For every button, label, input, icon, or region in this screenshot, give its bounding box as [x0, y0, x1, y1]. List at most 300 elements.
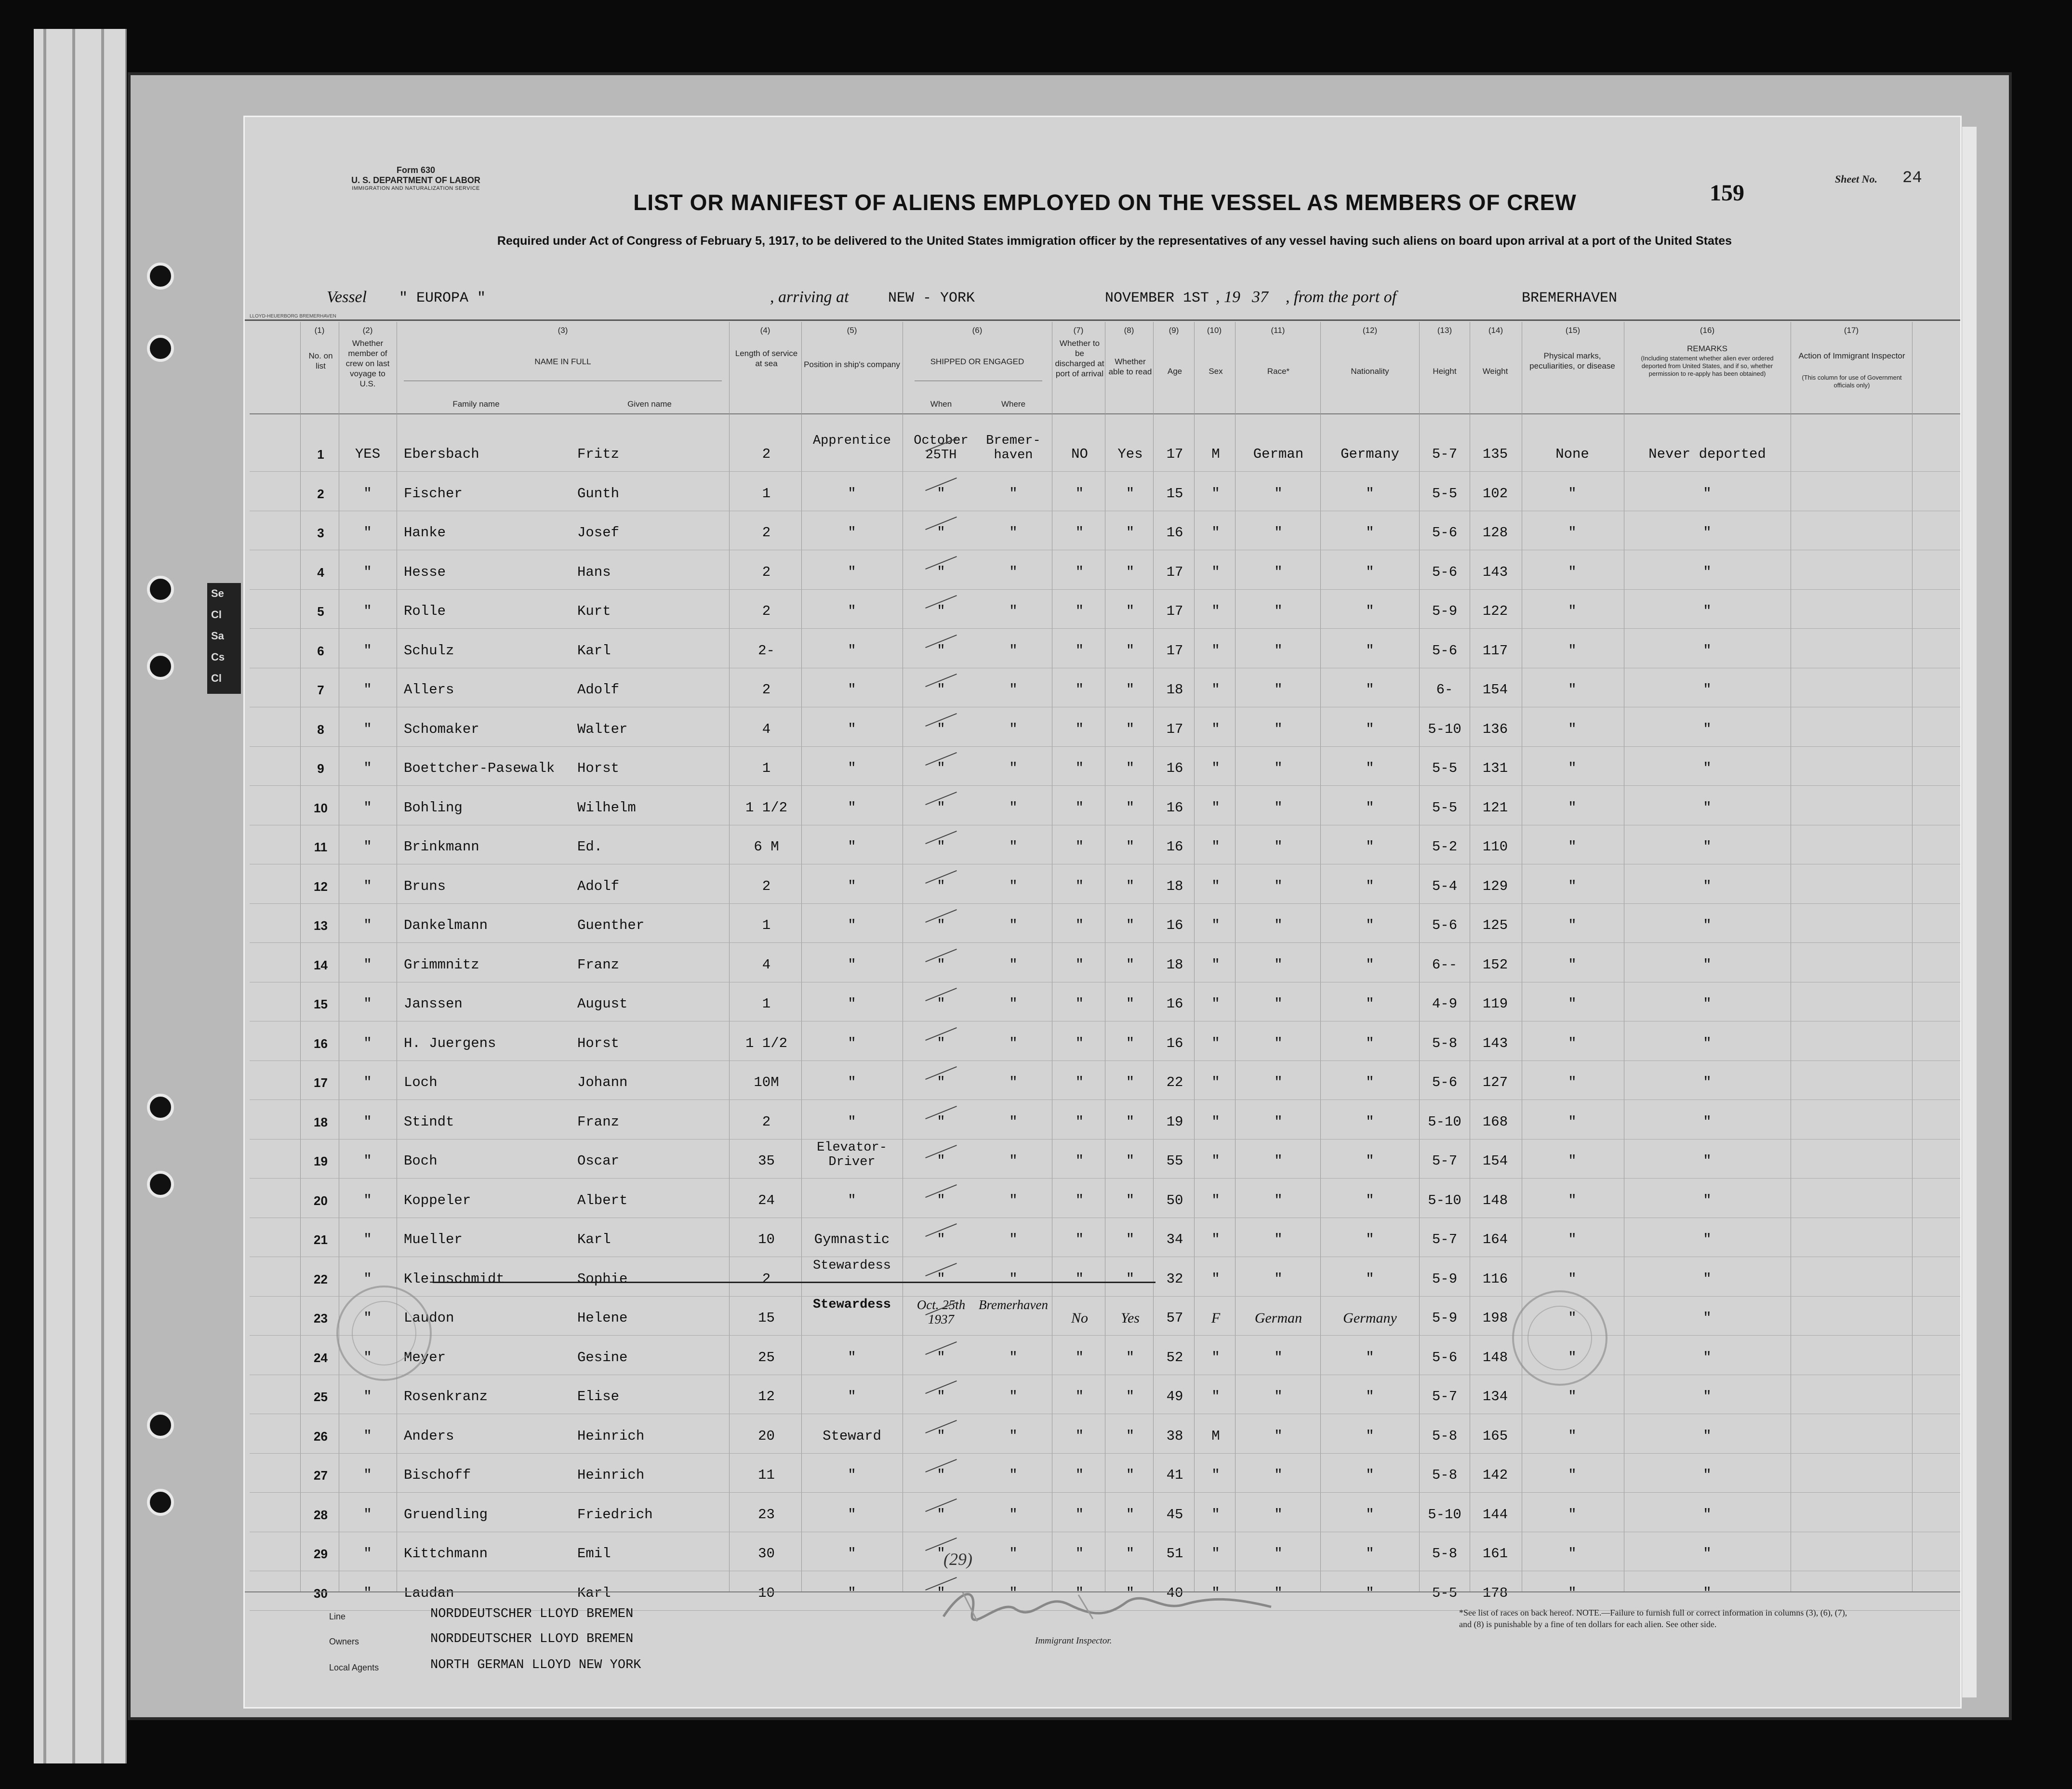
col-header-action-note: (This column for use of Government officials only) [1802, 374, 1902, 389]
cell-given: Franz [577, 1113, 620, 1130]
cell-height: 5-5 [1432, 760, 1458, 776]
cell-given: Emil [577, 1546, 611, 1562]
punch-hole [147, 1489, 174, 1516]
cell-nationality: " [1366, 485, 1374, 502]
vessel-label: Vessel [327, 288, 367, 306]
cell-length: 10 [758, 1585, 775, 1601]
cell-physical: " [1568, 1389, 1577, 1405]
cell-physical: " [1568, 485, 1577, 502]
column-number: (16) [1700, 326, 1715, 335]
index-tab: Cl [211, 672, 222, 684]
cell-discharged: NO [1071, 446, 1088, 462]
cell-where: " [1009, 1467, 1018, 1483]
cell-length: 4 [762, 721, 771, 737]
cell-prev: " [363, 525, 372, 541]
cell-weight: 116 [1482, 1271, 1508, 1287]
cell-length: 23 [758, 1506, 775, 1523]
cell-length: 4 [762, 956, 771, 973]
cell-position: " [848, 564, 856, 580]
cell-no: 8 [317, 722, 324, 737]
table-row [245, 1537, 1960, 1572]
cell-read: " [1126, 1585, 1135, 1601]
printer-imprint: LLOYD-HEUERBORG BREMERHAVEN [250, 314, 336, 319]
cell-where: Bremer-haven [986, 434, 1041, 463]
cell-race: " [1274, 839, 1283, 855]
cell-given: Helene [577, 1310, 628, 1326]
cell-physical: " [1568, 996, 1577, 1012]
cell-remarks: " [1703, 603, 1712, 619]
cell-age: 17 [1166, 446, 1183, 462]
col-header-prev-voyage: Whether member of crew on last voyage to U.S. [345, 339, 390, 388]
cell-nationality: " [1366, 603, 1374, 619]
cell-remarks: " [1703, 839, 1712, 855]
cell-prev: " [363, 1546, 372, 1562]
cell-race: " [1274, 996, 1283, 1012]
cell-read: " [1126, 1074, 1135, 1090]
cell-age: 52 [1166, 1349, 1183, 1365]
inspection-stamp [1512, 1290, 1607, 1386]
cell-length: 2 [762, 564, 771, 580]
cell-age: 16 [1166, 1035, 1183, 1051]
cell-no: 18 [314, 1114, 328, 1129]
cell-read: " [1126, 1153, 1135, 1169]
form-number: Form 630 [396, 165, 436, 175]
table-row [245, 752, 1960, 787]
cell-weight: 128 [1482, 525, 1508, 541]
cell-prev: " [363, 956, 372, 973]
cell-no: 17 [314, 1075, 328, 1090]
cell-sex: F [1211, 1310, 1221, 1326]
col-header-nationality: Nationality [1351, 367, 1389, 376]
column-number: (6) [972, 326, 983, 335]
manifest-sheet [243, 116, 1962, 1709]
cell-given: Elise [577, 1389, 620, 1405]
cell-prev: " [363, 839, 372, 855]
punch-hole [147, 1412, 174, 1439]
table-row [245, 987, 1960, 1022]
cell-remarks: " [1703, 1192, 1712, 1208]
cell-where: " [1009, 1349, 1018, 1365]
cell-length: 24 [758, 1192, 775, 1208]
cell-position: " [848, 1074, 856, 1090]
table-row [245, 870, 1960, 905]
cell-position: Stewardess [812, 1258, 891, 1273]
cell-nationality: " [1366, 1349, 1374, 1365]
cell-weight: 165 [1482, 1428, 1508, 1444]
cell-nationality: " [1366, 1035, 1374, 1051]
cell-no: 26 [314, 1429, 328, 1444]
cell-when: " [937, 1192, 945, 1208]
cell-given: Walter [577, 721, 628, 737]
cell-race: " [1274, 1153, 1283, 1169]
cell-where: " [1009, 1506, 1018, 1523]
cell-sex: " [1211, 1349, 1220, 1365]
cell-remarks: " [1703, 1153, 1712, 1169]
table-row [245, 948, 1960, 983]
cell-age: 16 [1166, 917, 1183, 933]
line-value: NORDDEUTSCHER LLOYD BREMEN [430, 1607, 634, 1621]
cell-no: 3 [317, 526, 324, 540]
cell-given: Oscar [577, 1153, 620, 1169]
cell-age: 32 [1166, 1271, 1183, 1287]
cell-family: Bohling [404, 799, 463, 816]
punch-hole [147, 335, 174, 362]
cell-where: " [1009, 996, 1018, 1012]
cell-given: Gesine [577, 1349, 628, 1365]
cell-no: 5 [317, 604, 324, 619]
cell-remarks: " [1703, 1506, 1712, 1523]
cell-weight: 135 [1482, 446, 1508, 462]
table-row [245, 516, 1960, 551]
cell-where: " [1009, 839, 1018, 855]
cell-position: " [848, 996, 856, 1012]
cell-given: Johann [577, 1074, 628, 1090]
cell-position: " [848, 1389, 856, 1405]
index-tabs [207, 583, 241, 694]
cell-when: " [937, 917, 945, 933]
cell-weight: 119 [1482, 996, 1508, 1012]
form-identifier [319, 165, 512, 191]
col-header-given: Given name [627, 399, 672, 409]
cell-discharged: " [1075, 839, 1084, 855]
cell-sex: " [1211, 760, 1220, 776]
cell-no: 10 [314, 800, 328, 815]
cell-nationality: Germany [1341, 446, 1399, 462]
cell-where: " [1009, 760, 1018, 776]
cell-where: " [1009, 564, 1018, 580]
cell-race: " [1274, 1113, 1283, 1130]
cell-age: 18 [1166, 956, 1183, 973]
cell-physical: " [1568, 525, 1577, 541]
cell-when: " [937, 1428, 945, 1444]
cell-discharged: " [1075, 1153, 1084, 1169]
cell-where: " [1009, 1546, 1018, 1562]
column-number: (3) [558, 326, 568, 335]
col-header-remarks: REMARKS [1687, 344, 1728, 353]
column-number: (5) [847, 326, 857, 335]
arrival-port: NEW - YORK [888, 290, 975, 306]
cell-sex: " [1211, 956, 1220, 973]
cell-prev: " [363, 1192, 372, 1208]
cell-length: 2 [762, 1271, 771, 1287]
cell-length: 10M [754, 1074, 779, 1090]
cell-position: Stewardess [812, 1298, 891, 1312]
cell-sex: M [1211, 1428, 1220, 1444]
inspector-signature [934, 1583, 1281, 1626]
cell-sex: " [1211, 642, 1220, 659]
cell-remarks: " [1703, 642, 1712, 659]
col-header-where: Where [1001, 399, 1026, 409]
cell-weight: 154 [1482, 1153, 1508, 1169]
cell-family: Bruns [404, 878, 446, 894]
cell-height: 5-6 [1432, 1074, 1458, 1090]
service-name: IMMIGRATION AND NATURALIZATION SERVICE [352, 186, 480, 191]
cell-height: 5-9 [1432, 1310, 1458, 1326]
cell-physical: " [1568, 1349, 1577, 1365]
cell-nationality: " [1366, 1506, 1374, 1523]
cell-remarks: " [1703, 721, 1712, 737]
row-rule [250, 785, 1960, 786]
cell-sex: " [1211, 1113, 1220, 1130]
cell-no: 21 [314, 1232, 328, 1247]
cell-discharged: " [1075, 682, 1084, 698]
cell-remarks: " [1703, 760, 1712, 776]
cell-weight: 117 [1482, 642, 1508, 659]
cell-read: " [1126, 721, 1135, 737]
cell-age: 45 [1166, 1506, 1183, 1523]
cell-family: Ebersbach [404, 446, 479, 462]
cell-height: 5-10 [1428, 1113, 1461, 1130]
sheet-number: 24 [1902, 169, 1922, 187]
cell-age: 18 [1166, 878, 1183, 894]
inspection-stamp [336, 1285, 432, 1381]
cell-discharged: " [1075, 956, 1084, 973]
cell-physical: " [1568, 1232, 1577, 1247]
cell-nationality: " [1366, 1232, 1374, 1247]
cell-where: Bremerhaven [979, 1298, 1048, 1312]
col-header-physical: Physical marks, peculiarities, or disease [1529, 351, 1615, 371]
cell-when: Oct. 25th 1937 [916, 1298, 966, 1326]
cell-no: 30 [314, 1586, 328, 1601]
cell-race: " [1274, 1389, 1283, 1405]
column-number: (11) [1271, 326, 1285, 335]
row-rule [250, 1453, 1960, 1454]
cell-race: German [1253, 446, 1304, 462]
cell-discharged: " [1075, 1349, 1084, 1365]
cell-family: Boettcher-Pasewalk [404, 760, 555, 776]
cell-discharged: " [1075, 1192, 1084, 1208]
cell-when: " [937, 1113, 945, 1130]
cell-physical: " [1568, 1546, 1577, 1562]
cell-no: 29 [314, 1547, 328, 1561]
table-row [245, 1105, 1960, 1140]
table-row [245, 713, 1960, 748]
cell-race: " [1274, 917, 1283, 933]
table-row [245, 477, 1960, 512]
cell-length: 1 [762, 760, 771, 776]
row-rule [250, 1139, 1960, 1140]
cell-weight: 131 [1482, 760, 1508, 776]
crew-table [245, 322, 1960, 1601]
agents-label: Local Agents [329, 1663, 379, 1672]
cell-prev: YES [355, 446, 381, 462]
cell-physical: " [1568, 1113, 1577, 1130]
cell-position: " [848, 642, 856, 659]
cell-age: 57 [1166, 1310, 1183, 1326]
cell-nationality: " [1366, 839, 1374, 855]
cell-length: 1 1/2 [745, 1035, 787, 1051]
table-row [245, 556, 1960, 591]
cell-discharged: " [1075, 564, 1084, 580]
cell-no: 22 [314, 1272, 328, 1286]
cell-height: 5-8 [1432, 1546, 1458, 1562]
cell-remarks: " [1703, 878, 1712, 894]
cell-position: " [848, 1546, 856, 1562]
cell-discharged: " [1075, 760, 1084, 776]
cell-remarks: " [1703, 1389, 1712, 1405]
cell-weight: 161 [1482, 1546, 1508, 1562]
cell-sex: " [1211, 1585, 1220, 1601]
cell-length: 6 M [754, 839, 779, 855]
cell-given: Karl [577, 1585, 611, 1601]
cell-remarks: " [1703, 1428, 1712, 1444]
cell-position: " [848, 956, 856, 973]
cell-nationality: " [1366, 1585, 1374, 1601]
cell-sex: " [1211, 917, 1220, 933]
table-row [245, 595, 1960, 630]
cell-physical: " [1568, 1428, 1577, 1444]
cell-height: 5-9 [1432, 1271, 1458, 1287]
cell-race: " [1274, 603, 1283, 619]
table-row [245, 1223, 1960, 1258]
cell-where: " [1009, 1153, 1018, 1169]
cell-where: " [1009, 525, 1018, 541]
cell-when: " [937, 1585, 945, 1601]
cell-position: " [848, 878, 856, 894]
cell-given: Gunth [577, 485, 620, 502]
cell-family: Kleinschmidt [404, 1271, 505, 1287]
cell-discharged: " [1075, 1428, 1084, 1444]
col-header-action: Action of Immigrant Inspector [1798, 351, 1905, 360]
cell-age: 40 [1166, 1585, 1183, 1601]
cell-weight: 148 [1482, 1192, 1508, 1208]
cell-length: 1 [762, 996, 771, 1012]
cell-race: " [1274, 1585, 1283, 1601]
cell-age: 19 [1166, 1113, 1183, 1130]
cell-family: Stindt [404, 1113, 454, 1130]
cell-nationality: " [1366, 1428, 1374, 1444]
cell-race: " [1274, 1506, 1283, 1523]
cell-weight: 154 [1482, 682, 1508, 698]
cell-sex: " [1211, 1546, 1220, 1562]
cell-position: " [848, 525, 856, 541]
cell-physical: None [1555, 446, 1589, 462]
cell-remarks: " [1703, 1585, 1712, 1601]
vessel-name: " EUROPA " [399, 290, 486, 306]
cell-physical: " [1568, 1035, 1577, 1051]
cell-length: 2 [762, 682, 771, 698]
cell-where: " [1009, 1271, 1018, 1287]
cell-position: Apprentice [812, 434, 891, 448]
cell-age: 16 [1166, 760, 1183, 776]
cell-weight: 143 [1482, 564, 1508, 580]
cell-physical: " [1568, 1153, 1577, 1169]
table-row [245, 1498, 1960, 1533]
cell-weight: 152 [1482, 956, 1508, 973]
vessel-info [245, 288, 1960, 312]
cell-discharged: " [1075, 1035, 1084, 1051]
cell-prev: " [363, 996, 372, 1012]
cell-height: 5-6 [1432, 1349, 1458, 1365]
cell-remarks: " [1703, 1113, 1712, 1130]
cell-length: 2- [758, 642, 775, 659]
cell-length: 12 [758, 1389, 775, 1405]
cell-physical: " [1568, 1585, 1577, 1601]
cell-nationality: " [1366, 917, 1374, 933]
page-edge [1962, 127, 1977, 1697]
column-number: (12) [1362, 326, 1378, 335]
cell-no: 15 [314, 997, 328, 1011]
owners-label: Owners [329, 1637, 359, 1646]
cell-physical: " [1568, 1074, 1577, 1090]
cell-position: " [848, 799, 856, 816]
cell-discharged: " [1075, 1546, 1084, 1562]
cell-age: 16 [1166, 525, 1183, 541]
cell-discharged: " [1075, 1271, 1084, 1287]
cell-remarks: " [1703, 1074, 1712, 1090]
cell-age: 55 [1166, 1153, 1183, 1169]
cell-remarks: " [1703, 1035, 1712, 1051]
cell-remarks: " [1703, 799, 1712, 816]
cell-height: 5-10 [1428, 1506, 1461, 1523]
cell-family: Gruendling [404, 1506, 488, 1523]
cell-given: Ed. [577, 839, 603, 855]
cell-physical: " [1568, 603, 1577, 619]
cell-no: 6 [317, 643, 324, 658]
cell-length: 20 [758, 1428, 775, 1444]
cell-where: " [1009, 1035, 1018, 1051]
cell-physical: " [1568, 760, 1577, 776]
sheet-label: Sheet No. [1835, 173, 1877, 185]
column-number: (10) [1207, 326, 1222, 335]
row-rule [250, 746, 1960, 747]
cell-nationality: " [1366, 682, 1374, 698]
cell-position: " [848, 1113, 856, 1130]
cell-family: Laudan [404, 1585, 454, 1601]
cell-length: 2 [762, 1113, 771, 1130]
cell-no: 27 [314, 1468, 328, 1483]
cell-length: 1 [762, 917, 771, 933]
cell-height: 5-2 [1432, 839, 1458, 855]
column-number: (9) [1169, 326, 1179, 335]
column-number: (8) [1124, 326, 1134, 335]
cell-given: Kurt [577, 603, 611, 619]
cell-weight: 198 [1482, 1310, 1508, 1326]
arrival-year: 37 [1252, 288, 1268, 306]
cell-family: Koppeler [404, 1192, 471, 1208]
punch-hole [147, 1094, 174, 1121]
cell-height: 6-- [1432, 956, 1458, 973]
cell-no: 4 [317, 565, 324, 580]
cell-race: " [1274, 1271, 1283, 1287]
cell-weight: 122 [1482, 603, 1508, 619]
cell-physical: " [1568, 564, 1577, 580]
cell-race: " [1274, 799, 1283, 816]
table-row [245, 1258, 1960, 1298]
cell-family: Loch [404, 1074, 438, 1090]
cell-height: 5-4 [1432, 878, 1458, 894]
cell-read: " [1126, 1271, 1135, 1287]
cell-when: " [937, 1153, 945, 1169]
cell-position: " [848, 1585, 856, 1601]
line-label: Line [329, 1612, 346, 1621]
cell-when: " [937, 1506, 945, 1523]
cell-read: " [1126, 917, 1135, 933]
column-number: (2) [362, 326, 373, 335]
col-header-remarks-note: (Including statement whether alien ever ordered deported from United States, and if so, whether permission to re-apply has been obtained) [1641, 355, 1774, 377]
cell-age: 49 [1166, 1389, 1183, 1405]
form-subtitle: Required under Act of Congress of February 5, 1917, to be delivered to the United States immigration officer by the representatives of any vessel having such aliens on board upon arrival at a port of the United States [497, 234, 1732, 248]
cell-height: 5-6 [1432, 917, 1458, 933]
row-rule [250, 1296, 1960, 1297]
cell-height: 5-8 [1432, 1035, 1458, 1051]
cell-remarks: " [1703, 1310, 1712, 1326]
cell-where: " [1009, 1232, 1018, 1247]
from-label: , from the port of [1286, 288, 1397, 306]
cell-discharged: " [1075, 525, 1084, 541]
cell-length: 1 [762, 485, 771, 502]
cell-weight: 102 [1482, 485, 1508, 502]
